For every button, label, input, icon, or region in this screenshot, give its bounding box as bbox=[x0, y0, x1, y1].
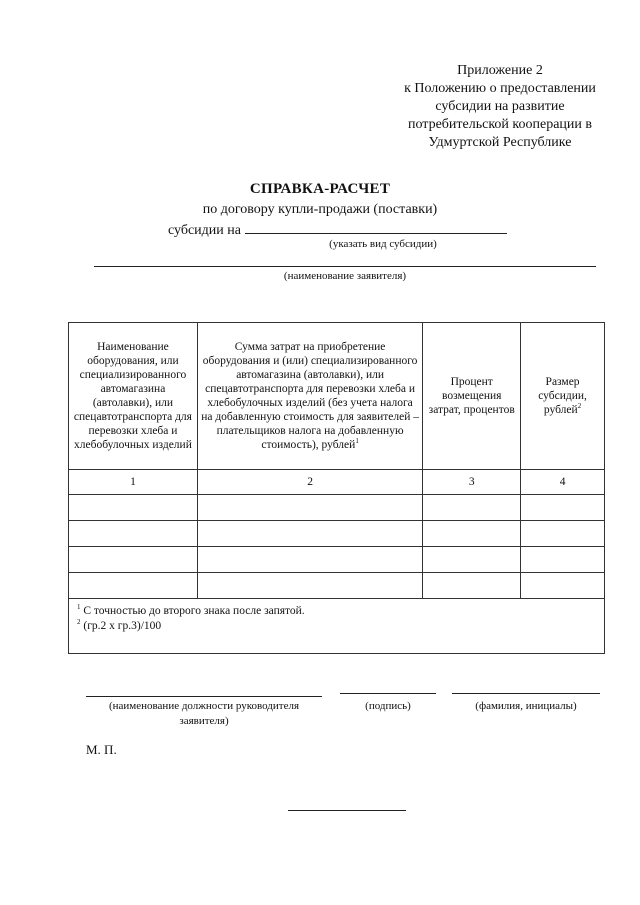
table-cell bbox=[69, 573, 198, 599]
appendix-line: Приложение 2 bbox=[457, 63, 543, 78]
table-row bbox=[69, 547, 605, 573]
table-cell bbox=[69, 521, 198, 547]
applicant-blank-line bbox=[94, 266, 596, 267]
subsidy-type-field bbox=[168, 221, 507, 239]
table-cell bbox=[423, 521, 521, 547]
subsidy-blank-line bbox=[245, 221, 507, 234]
footnote-mark: 2 bbox=[577, 402, 582, 411]
header-cost-sum: Сумма затрат на приобретение оборудования и (или) специализированного автомагазина (автолавки), или спецавтотранспорта для перевозки хлеба и хлебобулочных изделий (без учета налога на добавленную стоимость для заявителей – плательщиков налога на добавленную стоимость), рублей$^1$ bbox=[197, 323, 422, 470]
bottom-blank-line bbox=[288, 810, 406, 811]
column-number: 4 bbox=[521, 470, 605, 495]
signature-hint: (подпись) bbox=[365, 700, 411, 712]
column-number: 3 bbox=[423, 470, 521, 495]
stamp-place: М. П. bbox=[86, 742, 117, 757]
column-number: 1 bbox=[69, 470, 198, 495]
name-hint: (фамилия, инициалы) bbox=[475, 700, 577, 712]
footnotes-row bbox=[69, 599, 605, 654]
footnote-2: $^2$ (гр.2 х гр.3)/100 bbox=[77, 618, 162, 632]
table-cell bbox=[69, 547, 198, 573]
table-cell bbox=[423, 547, 521, 573]
table-cell bbox=[69, 495, 198, 521]
signature-blank-line bbox=[340, 693, 436, 694]
table-cell bbox=[197, 521, 422, 547]
appendix-header bbox=[390, 62, 610, 152]
table-header-row bbox=[69, 323, 605, 470]
appendix-line: субсидии на развитие bbox=[435, 99, 565, 114]
table-row bbox=[69, 521, 605, 547]
document-subtitle: по договору купли-продажи (поставки) bbox=[202, 202, 438, 217]
footnotes-cell bbox=[69, 599, 605, 654]
table-row bbox=[69, 573, 605, 599]
footnote-mark: 1 bbox=[355, 437, 359, 446]
appendix-line: к Положению о предоставлении bbox=[404, 81, 596, 96]
position-hint: (наименование должности руководителя заявителя) bbox=[108, 700, 300, 727]
appendix-line: потребительской кооперации в bbox=[407, 117, 593, 132]
applicant-hint: (наименование заявителя) bbox=[283, 270, 407, 282]
table-cell bbox=[197, 495, 422, 521]
document-title: СПРАВКА-РАСЧЕТ bbox=[249, 181, 391, 197]
table-row bbox=[69, 495, 605, 521]
appendix-line: Удмуртской Республике bbox=[428, 135, 572, 150]
column-number: 2 bbox=[197, 470, 422, 495]
table-cell bbox=[197, 573, 422, 599]
column-number-row bbox=[69, 470, 605, 495]
position-blank-line bbox=[86, 696, 322, 697]
name-blank-line bbox=[452, 693, 600, 694]
table-cell bbox=[423, 495, 521, 521]
table-cell bbox=[521, 521, 605, 547]
table-cell bbox=[521, 495, 605, 521]
table-cell bbox=[423, 573, 521, 599]
table-cell bbox=[521, 573, 605, 599]
footnote-1: $^1$ С точностью до второго знака после запятой. bbox=[77, 603, 305, 617]
subsidy-label: субсидии на bbox=[168, 223, 241, 238]
header-reimbursement-percent: Процент возмещения затрат, процентов bbox=[423, 323, 521, 470]
table-cell bbox=[521, 547, 605, 573]
header-equipment: Наименование оборудования, или специализированного автомагазина (автолавки), или спецавтотранспорта для перевозки хлеба и хлебобулочных изделий bbox=[69, 323, 198, 470]
calculation-table bbox=[68, 322, 605, 654]
table-cell bbox=[197, 547, 422, 573]
subsidy-hint: (указать вид субсидии) bbox=[329, 238, 437, 250]
header-subsidy-amount: Размер субсидии, рублей$^2$ bbox=[521, 323, 605, 470]
